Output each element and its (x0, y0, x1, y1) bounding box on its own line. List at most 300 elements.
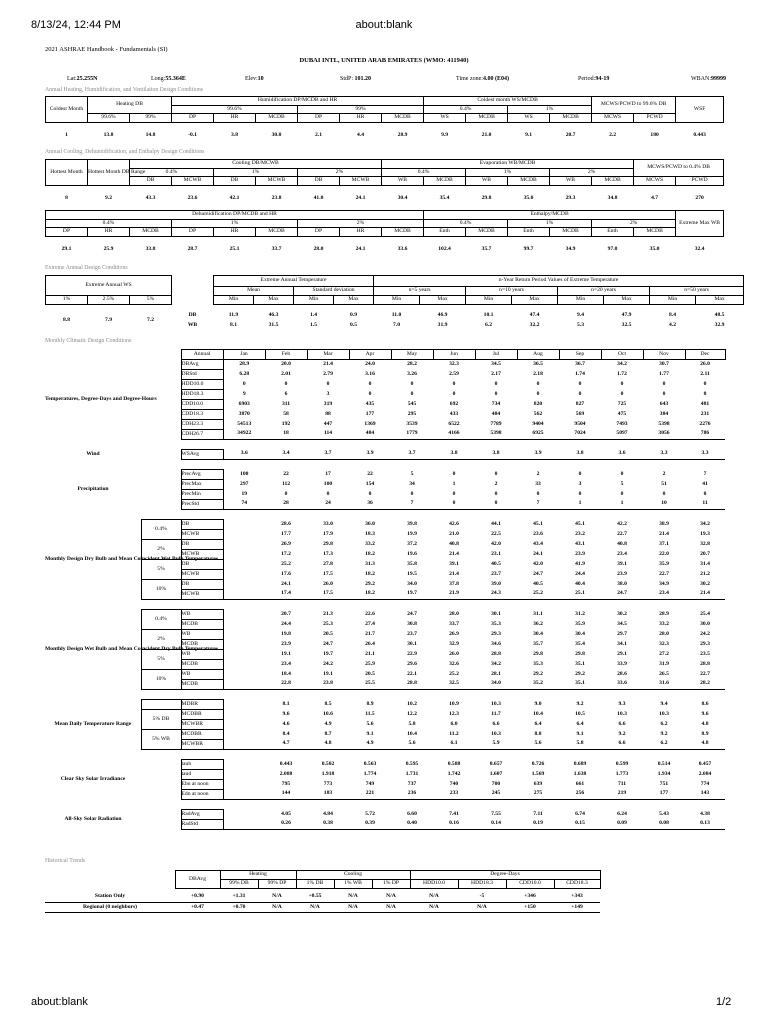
table-cell: 5.6 (391, 740, 433, 750)
table-cell: Min (214, 296, 254, 305)
table-cell: 31.1 (533, 610, 543, 617)
table-cell: N/A (258, 903, 296, 913)
table-cell: 6925 (517, 430, 559, 440)
table-cell: 2.79 (323, 370, 333, 377)
table-cell: 33.2 (365, 540, 375, 547)
table-cell: 3.8 (433, 450, 475, 460)
table-cell: Min (558, 296, 604, 305)
table-cell: 27.2 (659, 650, 669, 657)
table-cell: 569 (575, 410, 585, 417)
table-cell: HDD10.0 (410, 880, 458, 889)
table-cell: 7.41 (449, 810, 459, 817)
table-cell: 6.60 (407, 810, 417, 817)
meta-value: 25.255N (76, 76, 98, 82)
table-row (46, 114, 724, 123)
table-cell: 26.9 (281, 540, 291, 547)
dehumidification-table (45, 210, 724, 257)
row-key: RadAvg (181, 810, 223, 820)
table-cell: 6.0 (450, 720, 458, 727)
table-cell: 1% WB (334, 880, 372, 889)
table-cell: 7.2 (147, 316, 154, 323)
table-cell: 5.9 (475, 740, 517, 750)
table-cell: 24.3 (475, 590, 517, 600)
group-label: Precipitation (77, 485, 109, 492)
percentile-label: 0.4% (141, 610, 181, 630)
table-cell: Coldest Month (46, 97, 88, 123)
table-cell: 28.9 (397, 131, 408, 138)
table-cell: 23.7 (491, 570, 501, 577)
table-cell: 31.3 (365, 560, 375, 567)
table-cell (141, 450, 181, 460)
table-cell: Nov (643, 350, 685, 360)
table-cell: 0 (452, 390, 456, 397)
table-cell: 32.6 (449, 660, 459, 667)
table-cell: 35.0 (523, 194, 534, 201)
monthly-table (45, 349, 725, 830)
table-cell: 10.4 (533, 710, 543, 717)
data-row (45, 490, 725, 500)
table-cell: 29.3 (491, 630, 501, 637)
table-cell: 32.3 (449, 360, 459, 367)
row-key: Ebn at noon (181, 780, 223, 790)
table-cell: 6.6 (618, 720, 626, 727)
table-cell: 3.9 (349, 450, 391, 460)
table-cell: 17.3 (323, 550, 333, 557)
table-cell: 0.443 (279, 760, 293, 767)
table-cell: 0 (620, 490, 624, 497)
row-label: Station Only (45, 893, 175, 903)
table-cell: 5097 (601, 430, 643, 440)
row-key: CDH26.7 (181, 430, 223, 440)
table-cell: 40.5 (491, 560, 501, 567)
table-cell: DBAvg (175, 871, 220, 889)
table-cell: N/A (458, 903, 506, 913)
table-cell: 749 (365, 780, 375, 787)
data-row (45, 630, 725, 640)
table-cell: 32.5 (621, 321, 632, 328)
table-cell (141, 470, 181, 480)
print-page-number: 1/2 (716, 996, 732, 1008)
table-cell: 9.6 (282, 710, 290, 717)
table-cell: 795 (281, 780, 291, 787)
table-cell: 5.8 (559, 740, 601, 750)
table-cell: 20.5 (365, 670, 375, 677)
table-cell (223, 710, 265, 720)
table-cell: 30.1 (407, 640, 417, 647)
table-cell: 30.0 (271, 131, 282, 138)
table-cell (223, 790, 265, 800)
handbook-title: 2021 ASHRAE Handbook - Fundamentals (SI) (45, 46, 168, 53)
table-cell: 3.6 (601, 450, 643, 460)
data-row (45, 710, 725, 720)
table-cell (223, 820, 265, 830)
table-cell: +343 (554, 893, 600, 903)
table-cell: Min (294, 296, 334, 305)
table-cell: DP (172, 228, 214, 237)
table-cell: 1% (466, 169, 550, 177)
data-row (45, 430, 725, 440)
table-cell: 245 (475, 790, 517, 800)
table-cell: 270 (695, 194, 704, 201)
table-cell: 24 (307, 500, 349, 510)
table-cell: 737 (407, 780, 417, 787)
table-cell: 0.4% (130, 169, 214, 177)
table-cell: 0 (452, 490, 456, 497)
table-cell: 6.4 (576, 720, 584, 727)
table-cell: WSF (676, 97, 724, 123)
table-cell: 30.2 (700, 580, 710, 587)
table-cell: WB (550, 177, 592, 186)
table-cell: 18 (265, 430, 307, 440)
table-cell: 23.5 (700, 650, 710, 657)
table-cell: 17.2 (281, 550, 291, 557)
table-cell: DP (298, 114, 340, 123)
table-cell: 24.1 (355, 245, 366, 252)
table-cell: 35.1 (559, 680, 601, 690)
data-row (45, 360, 725, 370)
table-cell: 36.0 (365, 520, 375, 527)
data-row (45, 760, 725, 770)
table-cell: 37.1 (659, 540, 669, 547)
table-cell: 9.2 (618, 730, 626, 737)
table-cell: 3.26 (407, 370, 417, 377)
table-cell: 11.7 (491, 710, 501, 717)
table-cell: 3.8 (231, 131, 239, 138)
table-cell: 41 (702, 480, 708, 487)
table-cell: 3.7 (307, 450, 349, 460)
table-cell: 22.7 (700, 670, 710, 677)
table-cell: 8.8 (534, 730, 542, 737)
table-cell: 22 (367, 470, 373, 477)
data-row (45, 730, 725, 740)
table-cell: 1.607 (489, 770, 503, 777)
percentile-label: 2% (141, 630, 181, 650)
table-cell: 233 (433, 790, 475, 800)
meta-value: 4.00 (E04) (482, 76, 509, 82)
extreme-table (45, 275, 744, 331)
table-cell (223, 760, 265, 770)
table-cell: 20.0 (281, 360, 291, 367)
table-cell: HR (340, 114, 382, 123)
table-cell: 19.7 (323, 650, 333, 657)
table-cell: MCDB (256, 114, 298, 123)
table-cell: 0.4% (382, 169, 466, 177)
table-cell: 23.9 (617, 570, 627, 577)
table-cell: 19.5 (407, 570, 417, 577)
table-row (46, 169, 724, 177)
meta-label: Period: (578, 76, 596, 82)
table-cell: 34.9 (659, 580, 669, 587)
table-cell: 23.9 (575, 550, 585, 557)
table-cell: +346 (506, 893, 554, 903)
table-cell: 32.9 (714, 321, 725, 328)
table-cell: 0.16 (433, 820, 475, 830)
table-cell: 29.3 (700, 640, 710, 647)
table-cell: 42.1 (229, 194, 240, 201)
table-cell: 51 (661, 480, 667, 487)
table-cell: 40.8 (449, 540, 459, 547)
table-cell: 177 (643, 790, 685, 800)
table-cell: 0 (578, 380, 582, 387)
table-cell (141, 760, 181, 770)
table-cell: 33.7 (449, 620, 459, 627)
table-cell: 0.14 (475, 820, 517, 830)
data-row (45, 780, 725, 790)
table-cell: 24.0 (365, 360, 375, 367)
row-key: taud (181, 770, 223, 780)
table-cell: +0.90 (175, 893, 220, 903)
table-cell: Max (334, 296, 374, 305)
table-cell (141, 500, 181, 510)
table-cell: 236 (391, 790, 433, 800)
table-cell: 1% DB (296, 880, 334, 889)
percentile-label: 0.4% (141, 520, 181, 540)
table-cell: 26.4 (365, 640, 375, 647)
table-cell: 0 (662, 490, 666, 497)
table-cell: 28.7 (187, 245, 198, 252)
table-cell: 43.1 (575, 540, 585, 547)
table-cell: Aug (517, 350, 559, 360)
table-cell: 3.3 (685, 450, 725, 460)
table-cell: 28.0 (449, 610, 459, 617)
table-cell: 1.773 (615, 770, 629, 777)
table-cell: 9 (223, 390, 265, 400)
row-key: HDD18.3 (181, 390, 223, 400)
table-cell: 3.7 (391, 450, 433, 460)
table-cell: 4.9 (349, 740, 391, 750)
table-cell: Evaporation WB/MCDB (382, 160, 634, 169)
group-label: Wind (86, 450, 100, 457)
table-cell: 35.2 (517, 680, 559, 690)
table-cell: 0.40 (391, 820, 433, 830)
table-cell: -5 (458, 893, 506, 903)
table-cell: 1.72 (617, 370, 627, 377)
table-cell: +0.70 (220, 903, 258, 913)
table-cell: 35.3 (533, 660, 543, 667)
table-row (45, 460, 725, 470)
table-cell: 154 (365, 480, 375, 487)
row-key: PrecMin (181, 490, 223, 500)
table-cell: 23.6 (533, 530, 543, 537)
table-cell: 33.9 (617, 660, 627, 667)
table-cell: MCWB (340, 177, 382, 186)
table-cell (45, 350, 141, 360)
table-cell: Hottest Month (46, 160, 88, 186)
table-cell: 0 (536, 390, 540, 397)
table-cell: 2.084 (698, 770, 712, 777)
table-row (45, 800, 725, 810)
table-cell: Sep (559, 350, 601, 360)
data-row (45, 810, 725, 820)
table-cell: 0.514 (657, 760, 671, 767)
table-cell: 34922 (223, 430, 265, 440)
row-key: MCWB (181, 590, 223, 600)
table-cell: 38.0 (617, 580, 627, 587)
percentile-label: 10% (141, 670, 181, 690)
table-cell: 27.8 (323, 560, 333, 567)
table-cell: 0.689 (573, 760, 587, 767)
table-cell: MCDB (508, 177, 550, 186)
table-cell: 3.3 (643, 450, 685, 460)
table-cell: 12.3 (449, 710, 459, 717)
table-cell: MCWS/PCWD to 0.4% DB (634, 160, 724, 177)
table-cell: 29.3 (565, 194, 576, 201)
table-cell: Max (420, 296, 466, 305)
table-cell: Standard deviation (294, 287, 374, 296)
table-cell: 29.8 (533, 650, 543, 657)
table-cell: DB (130, 177, 172, 186)
table-cell: 8.9 (366, 700, 374, 707)
table-cell: 40.5 (533, 580, 543, 587)
row-key: taub (181, 760, 223, 770)
table-cell: 99% (130, 114, 172, 123)
table-cell (141, 410, 181, 420)
table-cell: DB (298, 177, 340, 186)
table-cell: 28.9 (659, 610, 669, 617)
table-cell (223, 660, 265, 670)
table-cell: 99.6% (88, 114, 130, 123)
table-cell: 484 (491, 410, 501, 417)
row-key: MCDBR (181, 730, 223, 740)
table-row (46, 160, 724, 169)
table-cell: 0 (536, 380, 540, 387)
table-cell: 17.6 (281, 570, 291, 577)
table-cell: 26.0 (700, 360, 710, 367)
table-cell: 17.5 (323, 570, 333, 577)
table-cell: PCWD (676, 177, 724, 186)
table-cell: 5398 (658, 420, 670, 427)
table-cell: 1 (559, 500, 601, 510)
station-title: DUBAI INTL, UNITED ARAB EMIRATES (WMO: 411940) (299, 57, 469, 64)
table-cell: Oct (601, 350, 643, 360)
table-cell: 30.4 (575, 630, 585, 637)
table-cell (141, 430, 181, 440)
table-row (46, 228, 724, 237)
table-cell: Min (466, 296, 512, 305)
table-cell: 29.8 (323, 540, 333, 547)
table-cell: 4166 (433, 430, 475, 440)
table-cell (223, 740, 265, 750)
table-cell: 435 (365, 400, 375, 407)
table-cell: 21.7 (365, 630, 375, 637)
table-cell: 5% (130, 296, 172, 305)
table-row (46, 97, 724, 106)
table-cell: 24.4 (575, 570, 585, 577)
meta-label: Elev: (245, 76, 258, 82)
table-cell: 311 (281, 400, 291, 407)
table-cell: 6.1 (433, 740, 475, 750)
table-cell (223, 680, 265, 690)
row-key: DB (181, 520, 223, 530)
table-cell: 2% (298, 220, 424, 228)
table-cell: 1 (452, 480, 456, 487)
table-cell: Mar (307, 350, 349, 360)
table-cell: Max (512, 296, 558, 305)
row-key: WB (181, 630, 223, 640)
table-cell: 54513 (223, 420, 265, 430)
data-row (45, 500, 725, 510)
table-cell: 28.6 (281, 520, 291, 527)
table-cell: 9404 (532, 420, 544, 427)
table-cell: 0 (368, 490, 372, 497)
table-cell: 23.6 (187, 194, 198, 201)
table-cell: 97.0 (607, 245, 618, 252)
table-cell: 5.8 (408, 720, 416, 727)
table-cell: 29.8 (481, 194, 492, 201)
table-cell (141, 820, 181, 830)
table-cell: 34.5 (617, 620, 627, 627)
table-cell: 5 (410, 470, 414, 477)
table-cell: 19 (223, 490, 265, 500)
table-cell: 0.9 (350, 311, 358, 318)
table-cell (141, 350, 181, 360)
table-cell: 0 (620, 390, 624, 397)
table-cell: 20.7 (281, 610, 291, 617)
table-cell: 18.2 (349, 590, 391, 600)
section-cooling-label: Annual Cooling, Dehumidification, and Enthalpy Design Conditions (45, 149, 205, 155)
table-cell: 33.8 (145, 245, 156, 252)
table-cell: 1.731 (405, 770, 419, 777)
table-cell: 2.11 (700, 370, 710, 377)
table-cell: 475 (617, 410, 627, 417)
table-cell: 0.563 (363, 760, 377, 767)
table-cell (141, 360, 181, 370)
table-cell: 35.0 (649, 245, 660, 252)
table-cell: 3870 (223, 410, 265, 420)
table-cell: 32.2 (529, 321, 540, 328)
table-cell: Max (604, 296, 650, 305)
table-cell: 3056 (643, 430, 685, 440)
table-cell: 484 (349, 430, 391, 440)
table-cell: 21.4 (449, 550, 459, 557)
meta-item (67, 76, 98, 82)
table-cell: 35.9 (575, 620, 585, 627)
table-cell: 19.9 (407, 530, 417, 537)
table-cell: 1% (214, 169, 298, 177)
table-cell (223, 540, 265, 550)
table-cell: 545 (407, 400, 417, 407)
data-row (46, 243, 724, 257)
row-key: WB (181, 670, 223, 680)
table-cell: MCDB (382, 114, 424, 123)
section-historical-label: Historical Trends (45, 858, 86, 864)
table-cell: 0 (326, 490, 330, 497)
data-row (45, 420, 725, 430)
table-cell: 7 (703, 470, 707, 477)
meta-value: 99999 (711, 76, 726, 82)
table-cell: 99.7 (523, 245, 534, 252)
table-cell: 35.7 (533, 640, 543, 647)
table-cell: 7.9 (105, 316, 112, 323)
table-cell: 0 (620, 380, 624, 387)
table-cell (141, 810, 181, 820)
table-cell: 4.05 (281, 810, 291, 817)
group-label: Monthly Design Wet Bulb and Mean Coincident Dry Bulb Temperatures (45, 645, 219, 652)
table-cell: 17.5 (307, 590, 349, 600)
table-cell: 17.7 (281, 530, 291, 537)
table-cell: 297 (223, 480, 265, 490)
table-cell: 9.2 (660, 730, 668, 737)
group-label: Clear Sky Solar Irradiance (60, 775, 126, 782)
table-cell: MCDB (466, 228, 508, 237)
table-cell: 820 (533, 400, 543, 407)
table-cell: 28.8 (391, 680, 433, 690)
percentile-label (141, 700, 181, 710)
table-cell: 32.4 (694, 245, 705, 252)
table-cell: Coldest month WS/MCDB (424, 97, 592, 106)
data-row (46, 129, 724, 143)
table-cell: 0.588 (447, 760, 461, 767)
